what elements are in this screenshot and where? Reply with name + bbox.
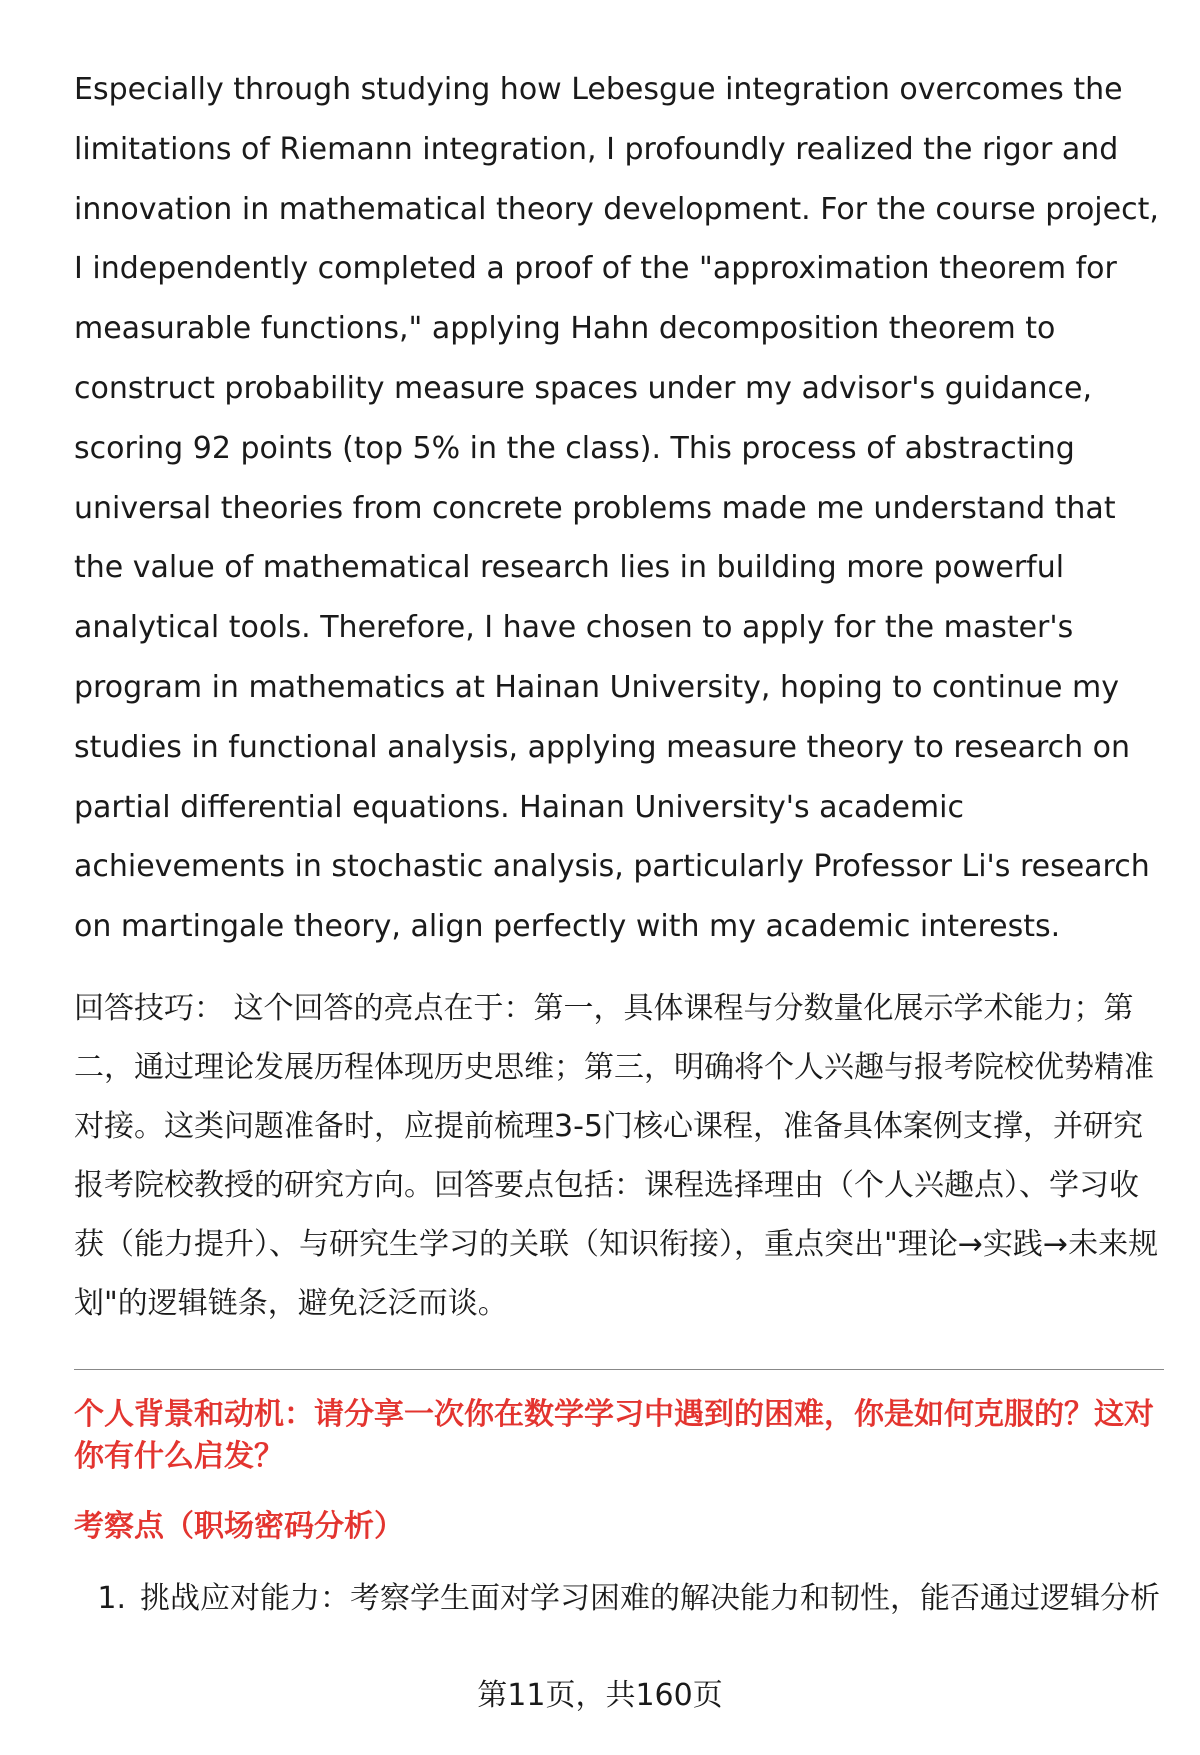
list-item-text: 挑战应对能力：考察学生面对学习困难的解决能力和韧性，能否通过逻辑分析	[140, 1580, 1160, 1616]
answer-tip-paragraph: 回答技巧： 这个回答的亮点在于：第一，具体课程与分数量化展示学术能力；第二，通过理论发展历程体现历史思维；第三，明确将个人兴趣与报考院校优势精准对接。这类问题准备时，应提前梳理3-5门核心课程，准备具体案例支撑，并研究报考院校教授的研究方向。回答要点包括：课程选择理由（个人兴趣点）、学习收获（能力提升）、与研究生学习的关联（知识衔接），重点突出"理论→实践→未来规划"的逻辑链条，避免泛泛而谈。	[74, 990, 1159, 1321]
page-content	[74, 60, 1164, 1620]
list-item	[74, 1578, 1164, 1620]
list-item-number: 1.	[97, 1580, 126, 1616]
section-divider	[74, 1369, 1164, 1370]
assessment-list	[74, 1578, 1164, 1620]
english-paragraph: Especially through studying how Lebesgue integration overcomes the limitations of Riemann integration, I profoundly realized the rigor and innovation in mathematical theory development. For the course project, I independently completed a proof of the "approximation theorem for measurable functions," applying Hahn decomposition theorem to construct probability measure spaces under my advisor's guidance, scoring 92 points (top 5% in the class). This process of abstracting universal theories from concrete problems made me understand that the value of mathematical research lies in building more powerful analytical tools. Therefore, I have chosen to apply for the master's program in mathematics at Hainan University, hoping to continue my studies in functional analysis, applying measure theory to research on partial differential equations. Hainan University's academic achievements in stochastic analysis, particularly Professor Li's research on martingale theory, align perfectly with my academic interests.	[74, 72, 1159, 945]
question-title: 个人背景和动机：请分享一次你在数学学习中遇到的困难，你是如何克服的？这对你有什么启发？	[74, 1396, 1154, 1474]
section-heading: 考察点（职场密码分析）	[74, 1508, 404, 1544]
page-number-footer: 第11页，共160页	[477, 1678, 723, 1713]
